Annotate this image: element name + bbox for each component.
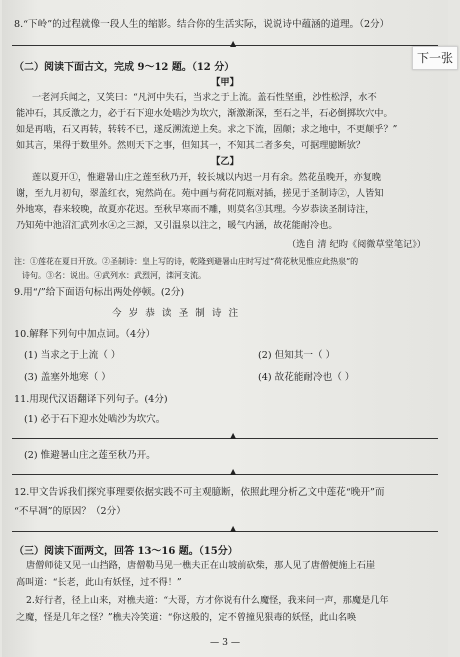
question-10-item: (4) 故花能耐冷也（ ） <box>258 372 355 383</box>
question-10: 10.解释下列句中加点词。（4分） <box>14 329 156 340</box>
question-11: 11.用现代汉语翻译下列句子。(4分) <box>14 394 168 405</box>
answer-line <box>12 474 438 475</box>
passage-yi-line: 外地寒，春来较晚，故夏亦花迟。至秋早寒而不雕，则莫名③其理。今岁恭读圣制诗注， <box>16 204 375 215</box>
question-11-item: (2) 惟避暑山庄之莲至秋乃开。 <box>24 450 156 461</box>
answer-line <box>12 531 438 532</box>
triangle-mark-icon: ▲ <box>230 524 237 533</box>
passage-3-line: 唐僧师徒又见一山挡路，唐僧勒马见一樵夫正在山坡前砍柴，那人见了唐僧便施上石崖 <box>26 560 376 571</box>
passage-jia-label: 【甲】 <box>211 77 239 88</box>
question-12: 12.甲文告诉我们探究事理要依据实践不可主观臆断，依照此理分析乙文中莲花“晚开”而 <box>14 487 385 498</box>
triangle-mark-icon: ▲ <box>230 431 237 440</box>
page-number: — 3 — <box>209 637 241 648</box>
passage-yi-line: 莲以夏开①，惟避暑山庄之莲至秋乃开，较长城以内迟一月有余。然花虽晚开，亦复晚 <box>32 172 382 183</box>
passage-jia-line: 能冲石，其反激之力，必于石下迎水处啮沙为坎穴，渐激渐深，至石之半，石必倒掷坎穴中。 <box>16 108 393 119</box>
question-10-item: (1) 当求之于上流（ ） <box>24 350 121 361</box>
question-9-text: 今 岁 恭 读 圣 制 诗 注 <box>112 308 241 319</box>
passage-3-line: 之魔，怪是几年之怪？”樵夫冷笑道：“你这般的，定不曾撞见狠毒的妖怪，此山名唤 <box>16 612 357 623</box>
answer-line <box>12 438 438 439</box>
question-11-item: (1) 必于石下迎水处啮沙为坎穴。 <box>24 414 166 425</box>
footnote-line: 诗句。③名：说出。④武列水：武烈河，滦河支流。 <box>22 271 206 280</box>
passage-yi-line: 乃知苑中池沼汇武列水④之三源，又引温泉以注之，暖气内涵，故花能耐冷也。 <box>16 220 338 231</box>
question-10-item: (2) 但知其一（ ） <box>258 350 336 361</box>
answer-line <box>12 45 438 46</box>
question-8: 8.“下岭”的过程就像一段人生的缩影。结合你的生活实际，说说诗中蕴涵的道理。（2分） <box>14 19 390 30</box>
passage-jia-line: 一老河兵闻之，又笑曰：“凡河中失石，当求之于上流。盖石性坚重，沙性松浮，水不 <box>32 92 377 103</box>
section-3-title: （三）阅读下面两文，回答 13～16 题。（15分） <box>14 546 238 557</box>
next-page-button[interactable]: 下一张 <box>412 46 458 70</box>
question-9: 9.用“/”给下面语句标出两处停顿。(2分) <box>14 287 185 298</box>
exam-page <box>2 0 448 657</box>
triangle-mark-icon: ▲ <box>230 467 237 476</box>
passage-source: （选自 清 纪昀《阅微草堂笔记》） <box>286 239 426 250</box>
passage-yi-line: 谢，至九月初旬，翠盖红衣，宛然尚在。苑中画与荷花同瓶对插，搓见于圣制诗②，人皆知 <box>16 188 384 199</box>
passage-3-line: 2.好行者，径上山来，对樵夫道：“大哥，方才你说有什么魔怪，我来问一声，那魔是几年 <box>26 595 389 606</box>
question-10-item: (3) 盖塞外地寒（ ） <box>24 372 111 383</box>
section-2-title: （二）阅读下面古文，完成 9～12 题。（12 分） <box>14 62 235 73</box>
passage-jia-line: 如其言，果得于数里外。然则天下之事，但知其一，不知其二者多矣，可据理臆断欤？ <box>16 140 366 151</box>
question-12-cont: “不早凋”的原因？（2分） <box>14 506 126 517</box>
footnote-line: 注：①莲花在夏日开放。②圣制诗：皇上写的诗，乾隆到避暑山庄时写过“荷花秋见惟应此热泉”的 <box>14 257 359 266</box>
passage-yi-label: 【乙】 <box>211 156 239 167</box>
passage-jia-line: 如是再啮，石又再转，转转不已，遂反溯流逆上矣。求之下流，固颠；求之地中，不更颠乎？” <box>16 124 398 135</box>
triangle-mark-icon: ▲ <box>230 39 237 48</box>
passage-3-line: 高叫道：“长老，此山有妖怪，过不得！” <box>16 577 182 588</box>
